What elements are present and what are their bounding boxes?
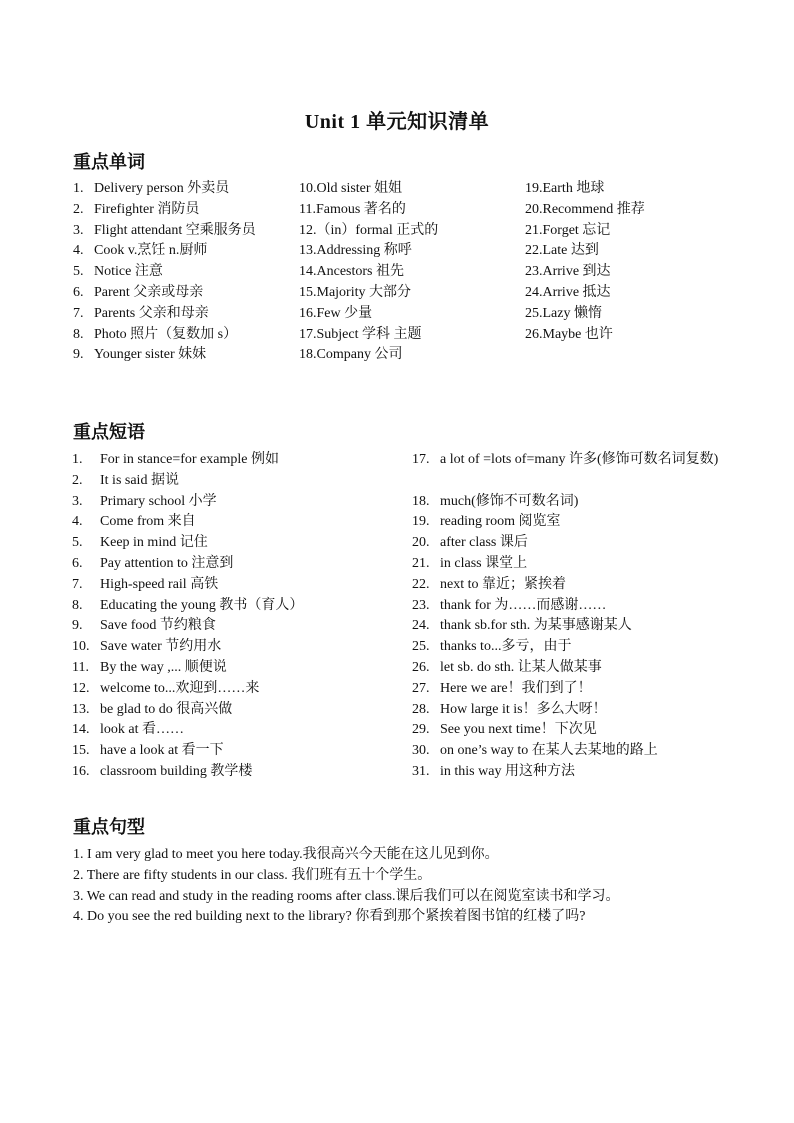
phrase-item-number: 18. bbox=[412, 493, 430, 509]
phrase-item-number: 21. bbox=[412, 555, 430, 571]
phrase-item-text: Keep in mind 记住 bbox=[100, 535, 208, 551]
phrase-item-number: 27. bbox=[412, 680, 430, 696]
phrase-item-text: thanks to...多亏，由于 bbox=[440, 639, 572, 655]
vocab-item-text: 14.Ancestors 祖先 bbox=[299, 264, 404, 280]
phrase-item-text: be glad to do 很高兴做 bbox=[100, 701, 233, 717]
vocab-item bbox=[525, 241, 645, 262]
vocab-item-number: 1. bbox=[73, 181, 84, 196]
phrase-item-number: 11. bbox=[72, 659, 89, 675]
phrase-item-text: next to 靠近；紧挨着 bbox=[440, 576, 566, 592]
phrase-item-number: 31. bbox=[412, 763, 430, 779]
phrase-item-text: By the way ,... 顺便说 bbox=[100, 659, 227, 675]
vocab-item-text: 13.Addressing 称呼 bbox=[299, 243, 412, 259]
phrase-item-text: classroom building 教学楼 bbox=[100, 763, 253, 779]
phrase-item-text: in this way 用这种方法 bbox=[440, 763, 575, 779]
sentence-item: 2. There are fifty students in our class. 我们班有五十个学生。 bbox=[73, 867, 432, 883]
vocab-item-text: Parent 父亲或母亲 bbox=[94, 284, 204, 300]
vocab-item bbox=[525, 221, 645, 242]
phrase-item-number: 2. bbox=[72, 472, 83, 488]
phrase-item bbox=[412, 554, 730, 575]
phrase-item-number: 26. bbox=[412, 659, 430, 675]
vocab-item-number: 8. bbox=[73, 326, 84, 342]
vocab-item-text: 15.Majority 大部分 bbox=[299, 284, 411, 300]
vocab-item-number: 3. bbox=[73, 222, 84, 238]
phrase-item-number: 7. bbox=[72, 576, 83, 592]
vocab-item-text: 25.Lazy 懒惰 bbox=[525, 305, 602, 321]
vocab-item bbox=[525, 325, 645, 346]
vocab-item-text: 23.Arrive 到达 bbox=[525, 264, 611, 280]
vocab-item-text: 26.Maybe 也许 bbox=[525, 326, 613, 342]
vocab-item bbox=[299, 221, 438, 242]
sentence-item: 4. Do you see the red building next to the library? 你看到那个紧挨着图书馆的红楼了吗? bbox=[73, 909, 586, 925]
vocab-item bbox=[299, 304, 438, 325]
phrase-item bbox=[72, 720, 303, 741]
vocab-item bbox=[299, 200, 438, 221]
phrase-item-text: much(修饰不可数名词) bbox=[440, 493, 579, 509]
phrase-item-text: reading room 阅览室 bbox=[440, 514, 561, 530]
vocab-item-number: 7. bbox=[73, 305, 84, 321]
phrase-item-number: 8. bbox=[72, 597, 83, 613]
phrase-item bbox=[72, 512, 303, 533]
phrase-item-text: For in stance=for example 例如 bbox=[100, 452, 279, 467]
phrase-item bbox=[72, 637, 303, 658]
vocab-item-text: Flight attendant 空乘服务员 bbox=[94, 222, 256, 238]
phrase-item-number: 24. bbox=[412, 618, 430, 634]
vocab-item-text: Delivery person 外卖员 bbox=[94, 181, 230, 196]
phrase-item-number: 13. bbox=[72, 701, 90, 717]
phrase-item-text: It is said 据说 bbox=[100, 472, 179, 488]
phrase-item bbox=[72, 471, 303, 492]
vocab-item-text: Parents 父亲和母亲 bbox=[94, 305, 209, 321]
phrase-item-text: have a look at 看一下 bbox=[100, 743, 224, 759]
vocab-item bbox=[299, 345, 438, 366]
vocab-item-text: 17.Subject 学科 主题 bbox=[299, 326, 422, 342]
vocab-item-text: Photo 照片（复数加 s） bbox=[94, 326, 238, 342]
phrase-item-text: a lot of =lots of=many 许多(修饰可数名词复数) bbox=[440, 452, 719, 467]
vocab-item bbox=[299, 325, 438, 346]
vocab-item bbox=[73, 283, 256, 304]
phrase-item bbox=[72, 575, 303, 596]
vocab-item-text: 19.Earth 地球 bbox=[525, 181, 605, 196]
phrase-item-number: 23. bbox=[412, 597, 430, 613]
phrase-item-text: Educating the young 教书（育人） bbox=[100, 597, 304, 613]
vocab-item-text: 20.Recommend 推荐 bbox=[525, 201, 645, 217]
phrases-list-col2 bbox=[412, 450, 730, 783]
vocab-list-col1 bbox=[73, 179, 256, 366]
phrase-item bbox=[412, 616, 730, 637]
phrase-item bbox=[412, 492, 730, 513]
vocab-item-number: 6. bbox=[73, 284, 84, 300]
phrase-item-text: in class 课堂上 bbox=[440, 555, 528, 571]
phrase-item-number: 14. bbox=[72, 722, 90, 738]
phrase-item-number: 19. bbox=[412, 514, 430, 530]
phrase-item-number: 17. bbox=[412, 452, 430, 467]
phrase-item-text: Pay attention to 注意到 bbox=[100, 555, 234, 571]
phrase-item bbox=[412, 450, 730, 492]
phrase-item-text: after class 课后 bbox=[440, 535, 528, 551]
vocab-item bbox=[73, 200, 256, 221]
phrase-item bbox=[412, 762, 730, 783]
vocab-item bbox=[299, 262, 438, 283]
vocab-item-text: 11.Famous 著名的 bbox=[299, 201, 406, 217]
phrase-item-number: 12. bbox=[72, 680, 90, 696]
vocab-item-text: 12.（in）formal 正式的 bbox=[299, 222, 439, 238]
phrase-item bbox=[72, 616, 303, 637]
phrase-item bbox=[72, 658, 303, 679]
vocab-item-number: 4. bbox=[73, 243, 84, 259]
phrase-item bbox=[72, 492, 303, 513]
phrase-item bbox=[412, 533, 730, 554]
phrase-item bbox=[72, 679, 303, 700]
vocab-item bbox=[299, 241, 438, 262]
phrase-item-number: 28. bbox=[412, 701, 430, 717]
vocab-item-text: Firefighter 消防员 bbox=[94, 201, 200, 217]
phrase-item bbox=[72, 700, 303, 721]
phrase-item-text: See you next time！下次见 bbox=[440, 722, 597, 738]
vocab-item bbox=[525, 200, 645, 221]
vocab-item-text: 21.Forget 忘记 bbox=[525, 222, 611, 238]
phrase-item-text: Come from 来自 bbox=[100, 514, 196, 530]
vocab-item bbox=[73, 345, 256, 366]
phrase-item bbox=[412, 637, 730, 658]
phrase-item-text: How large it is！多么大呀！ bbox=[440, 701, 607, 717]
sentences-list bbox=[73, 845, 619, 928]
phrase-item-number: 16. bbox=[72, 763, 90, 779]
vocab-item bbox=[299, 283, 438, 304]
vocab-item-text: 22.Late 达到 bbox=[525, 243, 599, 259]
phrase-item-number: 15. bbox=[72, 743, 90, 759]
phrase-item-text: let sb. do sth. 让某人做某事 bbox=[440, 659, 602, 675]
vocab-item bbox=[73, 221, 256, 242]
vocab-item bbox=[73, 241, 256, 262]
phrase-item bbox=[72, 554, 303, 575]
vocab-item bbox=[73, 325, 256, 346]
vocab-item-text: Cook v.烹饪 n.厨师 bbox=[94, 243, 208, 259]
vocab-item-text: Notice 注意 bbox=[94, 264, 163, 280]
vocab-heading: 重点单词 bbox=[73, 152, 145, 172]
phrase-item-text: welcome to...欢迎到……来 bbox=[100, 680, 260, 696]
phrase-item-text: Save food 节约粮食 bbox=[100, 618, 216, 634]
phrase-item bbox=[412, 741, 730, 762]
phrase-item bbox=[412, 575, 730, 596]
vocab-item bbox=[525, 179, 645, 200]
vocab-item bbox=[525, 283, 645, 304]
phrase-item bbox=[412, 679, 730, 700]
vocab-item bbox=[525, 262, 645, 283]
phrase-item-number: 10. bbox=[72, 639, 90, 655]
phrase-item-number: 3. bbox=[72, 493, 83, 509]
phrase-item-number: 6. bbox=[72, 555, 83, 571]
vocab-item bbox=[73, 179, 256, 200]
phrase-item-text: Save water 节约用水 bbox=[100, 639, 222, 655]
phrase-item bbox=[72, 762, 303, 783]
vocab-list-col3 bbox=[525, 179, 645, 345]
sentences-heading: 重点句型 bbox=[73, 817, 145, 837]
vocab-list-col2 bbox=[299, 179, 438, 366]
phrase-item bbox=[412, 720, 730, 741]
phrase-item-text: Here we are！我们到了！ bbox=[440, 680, 592, 696]
vocab-item-number: 9. bbox=[73, 347, 84, 363]
phrase-item-text: thank sb.for sth. 为某事感谢某人 bbox=[440, 618, 632, 634]
phrase-item-text: on one’s way to 在某人去某地的路上 bbox=[440, 743, 658, 759]
phrase-item-text: High-speed rail 高铁 bbox=[100, 576, 219, 592]
phrase-item-number: 30. bbox=[412, 743, 430, 759]
phrase-item bbox=[72, 533, 303, 554]
vocab-item bbox=[299, 179, 438, 200]
phrase-item-number: 5. bbox=[72, 535, 83, 551]
phrase-item bbox=[72, 450, 303, 471]
phrase-item-number: 29. bbox=[412, 722, 430, 738]
vocab-item-text: 10.Old sister 姐姐 bbox=[299, 181, 403, 196]
phrase-item bbox=[72, 741, 303, 762]
vocab-item-text: 18.Company 公司 bbox=[299, 347, 403, 363]
phrase-item-number: 1. bbox=[72, 452, 83, 467]
phrase-item-text: look at 看…… bbox=[100, 722, 184, 738]
phrase-item-number: 9. bbox=[72, 618, 83, 634]
phrase-item bbox=[72, 596, 303, 617]
vocab-item-number: 5. bbox=[73, 264, 84, 280]
sentence-item: 1. I am very glad to meet you here today.我很高兴今天能在这儿见到你。 bbox=[73, 847, 499, 862]
phrases-list-col1 bbox=[72, 450, 303, 783]
phrase-item bbox=[412, 596, 730, 617]
vocab-item bbox=[73, 304, 256, 325]
phrase-item bbox=[412, 700, 730, 721]
phrases-heading: 重点短语 bbox=[73, 422, 145, 442]
phrase-item bbox=[412, 512, 730, 533]
vocab-item-text: 16.Few 少量 bbox=[299, 305, 373, 321]
phrase-item-text: Primary school 小学 bbox=[100, 493, 217, 509]
vocab-item bbox=[73, 262, 256, 283]
vocab-item-number: 2. bbox=[73, 201, 84, 217]
phrase-item-number: 25. bbox=[412, 639, 430, 655]
sentence-item: 3. We can read and study in the reading rooms after class.课后我们可以在阅览室读书和学习。 bbox=[73, 888, 620, 904]
phrase-item bbox=[412, 658, 730, 679]
phrase-item-text: thank for 为……而感谢…… bbox=[440, 597, 607, 613]
vocab-item-text: 24.Arrive 抵达 bbox=[525, 284, 611, 300]
page-title: Unit 1 单元知识清单 bbox=[304, 111, 490, 133]
phrase-item-number: 20. bbox=[412, 535, 430, 551]
phrase-item-number: 22. bbox=[412, 576, 430, 592]
vocab-item-text: Younger sister 妹妹 bbox=[94, 347, 207, 363]
phrase-item-number: 4. bbox=[72, 514, 83, 530]
vocab-item bbox=[525, 304, 645, 325]
